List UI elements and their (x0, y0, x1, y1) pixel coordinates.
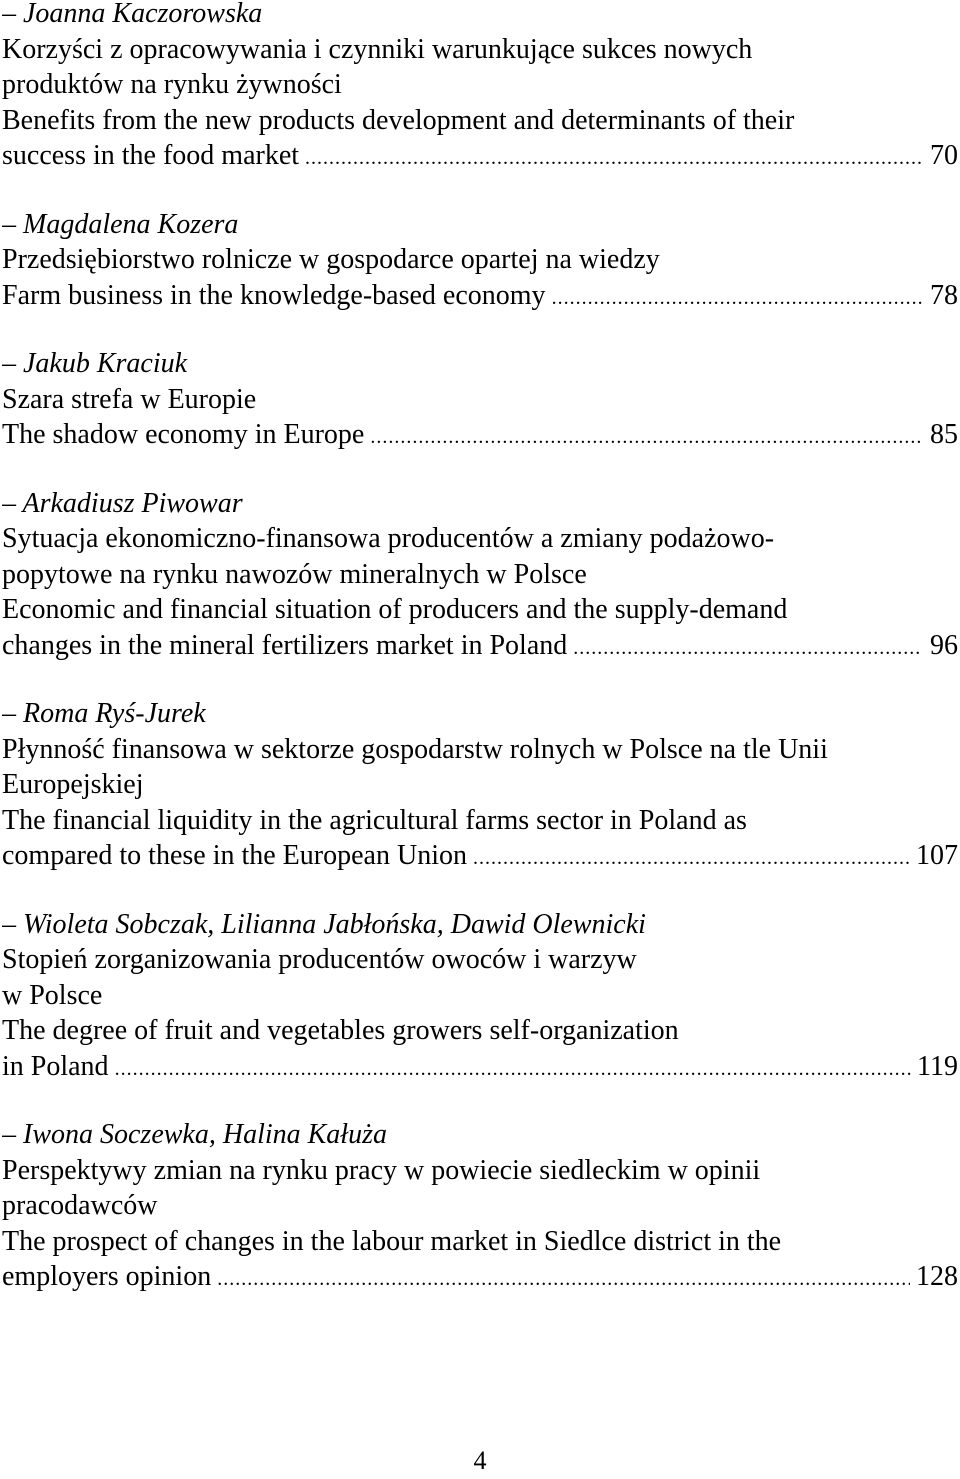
entry-author: – Arkadiusz Piwowar (2, 487, 243, 519)
entry-last-line (2, 138, 958, 174)
entry-title-line: The shadow economy in Europe (2, 419, 365, 450)
entry-author: – Magdalena Kozera (2, 208, 239, 240)
entry-last-line (2, 628, 958, 664)
entry-page-number[interactable]: 78 (930, 279, 958, 311)
toc-entry (2, 207, 958, 314)
entry-title-line: Przedsiębiorstwo rolnicze w gospodarce opartej na wiedzy (2, 244, 660, 275)
entry-author: – Roma Ryś-Jurek (2, 698, 206, 729)
entry-title-line: Korzyści z opracowywania i czynniki warunkujące sukces nowych (2, 33, 753, 65)
entry-title-line: pracodawców (2, 1190, 158, 1221)
entry-page-number[interactable]: 119 (917, 1050, 958, 1082)
entry-title-line: changes in the mineral fertilizers market in Poland (2, 629, 568, 661)
entry-author: – Joanna Kaczorowska (2, 0, 263, 29)
toc-entry (2, 696, 958, 874)
dot-leader (217, 1262, 910, 1295)
toc-entry (2, 1117, 958, 1295)
entry-title-line: Stopień zorganizowania producentów owoców i warzyw (2, 944, 637, 975)
toc-entry (2, 907, 958, 1085)
entry-page-number[interactable]: 128 (916, 1261, 958, 1292)
dot-leader (305, 141, 922, 174)
entry-title-line: Farm business in the knowledge-based economy (2, 279, 546, 311)
toc-entry (2, 486, 958, 664)
entry-title-line: popytowe na rynku nawozów mineralnych w Polsce (2, 558, 587, 590)
entry-title-line: in Poland (2, 1050, 109, 1082)
entry-title-line: Perspektywy zmian na rynku pracy w powiecie siedleckim w opinii (2, 1154, 761, 1186)
entry-title-line: The prospect of changes in the labour market in Siedlce district in the (2, 1225, 782, 1257)
entry-title-line: Płynność finansowa w sektorze gospodarstw rolnych w Polsce na tle Unii (2, 733, 828, 765)
entry-page-number[interactable]: 85 (930, 419, 958, 450)
entry-title-line: Szara strefa w Europie (2, 383, 257, 415)
dot-leader (370, 420, 922, 453)
entry-author: – Jakub Kraciuk (2, 348, 188, 379)
entry-author: – Iwona Soczewka, Halina Kałuża (2, 1119, 387, 1150)
entry-last-line (2, 838, 958, 874)
dot-leader (552, 281, 922, 314)
entry-title-line: The financial liquidity in the agricultural farms sector in Poland as (2, 804, 747, 836)
entry-title-line: employers opinion (2, 1261, 212, 1292)
entry-author: – Wioleta Sobczak, Lilianna Jabłońska, Dawid Olewnicki (2, 908, 646, 940)
entry-title-line: compared to these in the European Union (2, 840, 467, 871)
toc-entry (2, 0, 958, 174)
entry-title-line: w Polsce (2, 979, 103, 1011)
dot-leader (115, 1052, 911, 1085)
entry-title-line: produktów na rynku żywności (2, 69, 342, 100)
entry-last-line (2, 417, 958, 453)
entry-title-line: Sytuacja ekonomiczno-finansowa producentów a zmiany podażowo- (2, 523, 775, 554)
toc-entry (2, 346, 958, 453)
entry-title-line: Benefits from the new products development and determinants of their (2, 104, 795, 136)
entry-last-line (2, 278, 958, 314)
entry-title-line: The degree of fruit and vegetables growers self-organization (2, 1015, 679, 1046)
entry-page-number[interactable]: 70 (930, 140, 958, 171)
entry-title-line: Europejskiej (2, 769, 144, 800)
entry-last-line (2, 1049, 958, 1085)
table-of-contents (2, 0, 958, 1328)
entry-title-line: success in the food market (2, 140, 300, 171)
entry-title-line: Economic and financial situation of producers and the supply-demand (2, 594, 788, 625)
page-number-footer: 4 (473, 1446, 487, 1475)
entry-page-number[interactable]: 96 (930, 629, 958, 661)
entry-page-number[interactable]: 107 (916, 840, 958, 871)
dot-leader (473, 841, 910, 874)
dot-leader (573, 631, 922, 664)
entry-last-line (2, 1259, 958, 1295)
